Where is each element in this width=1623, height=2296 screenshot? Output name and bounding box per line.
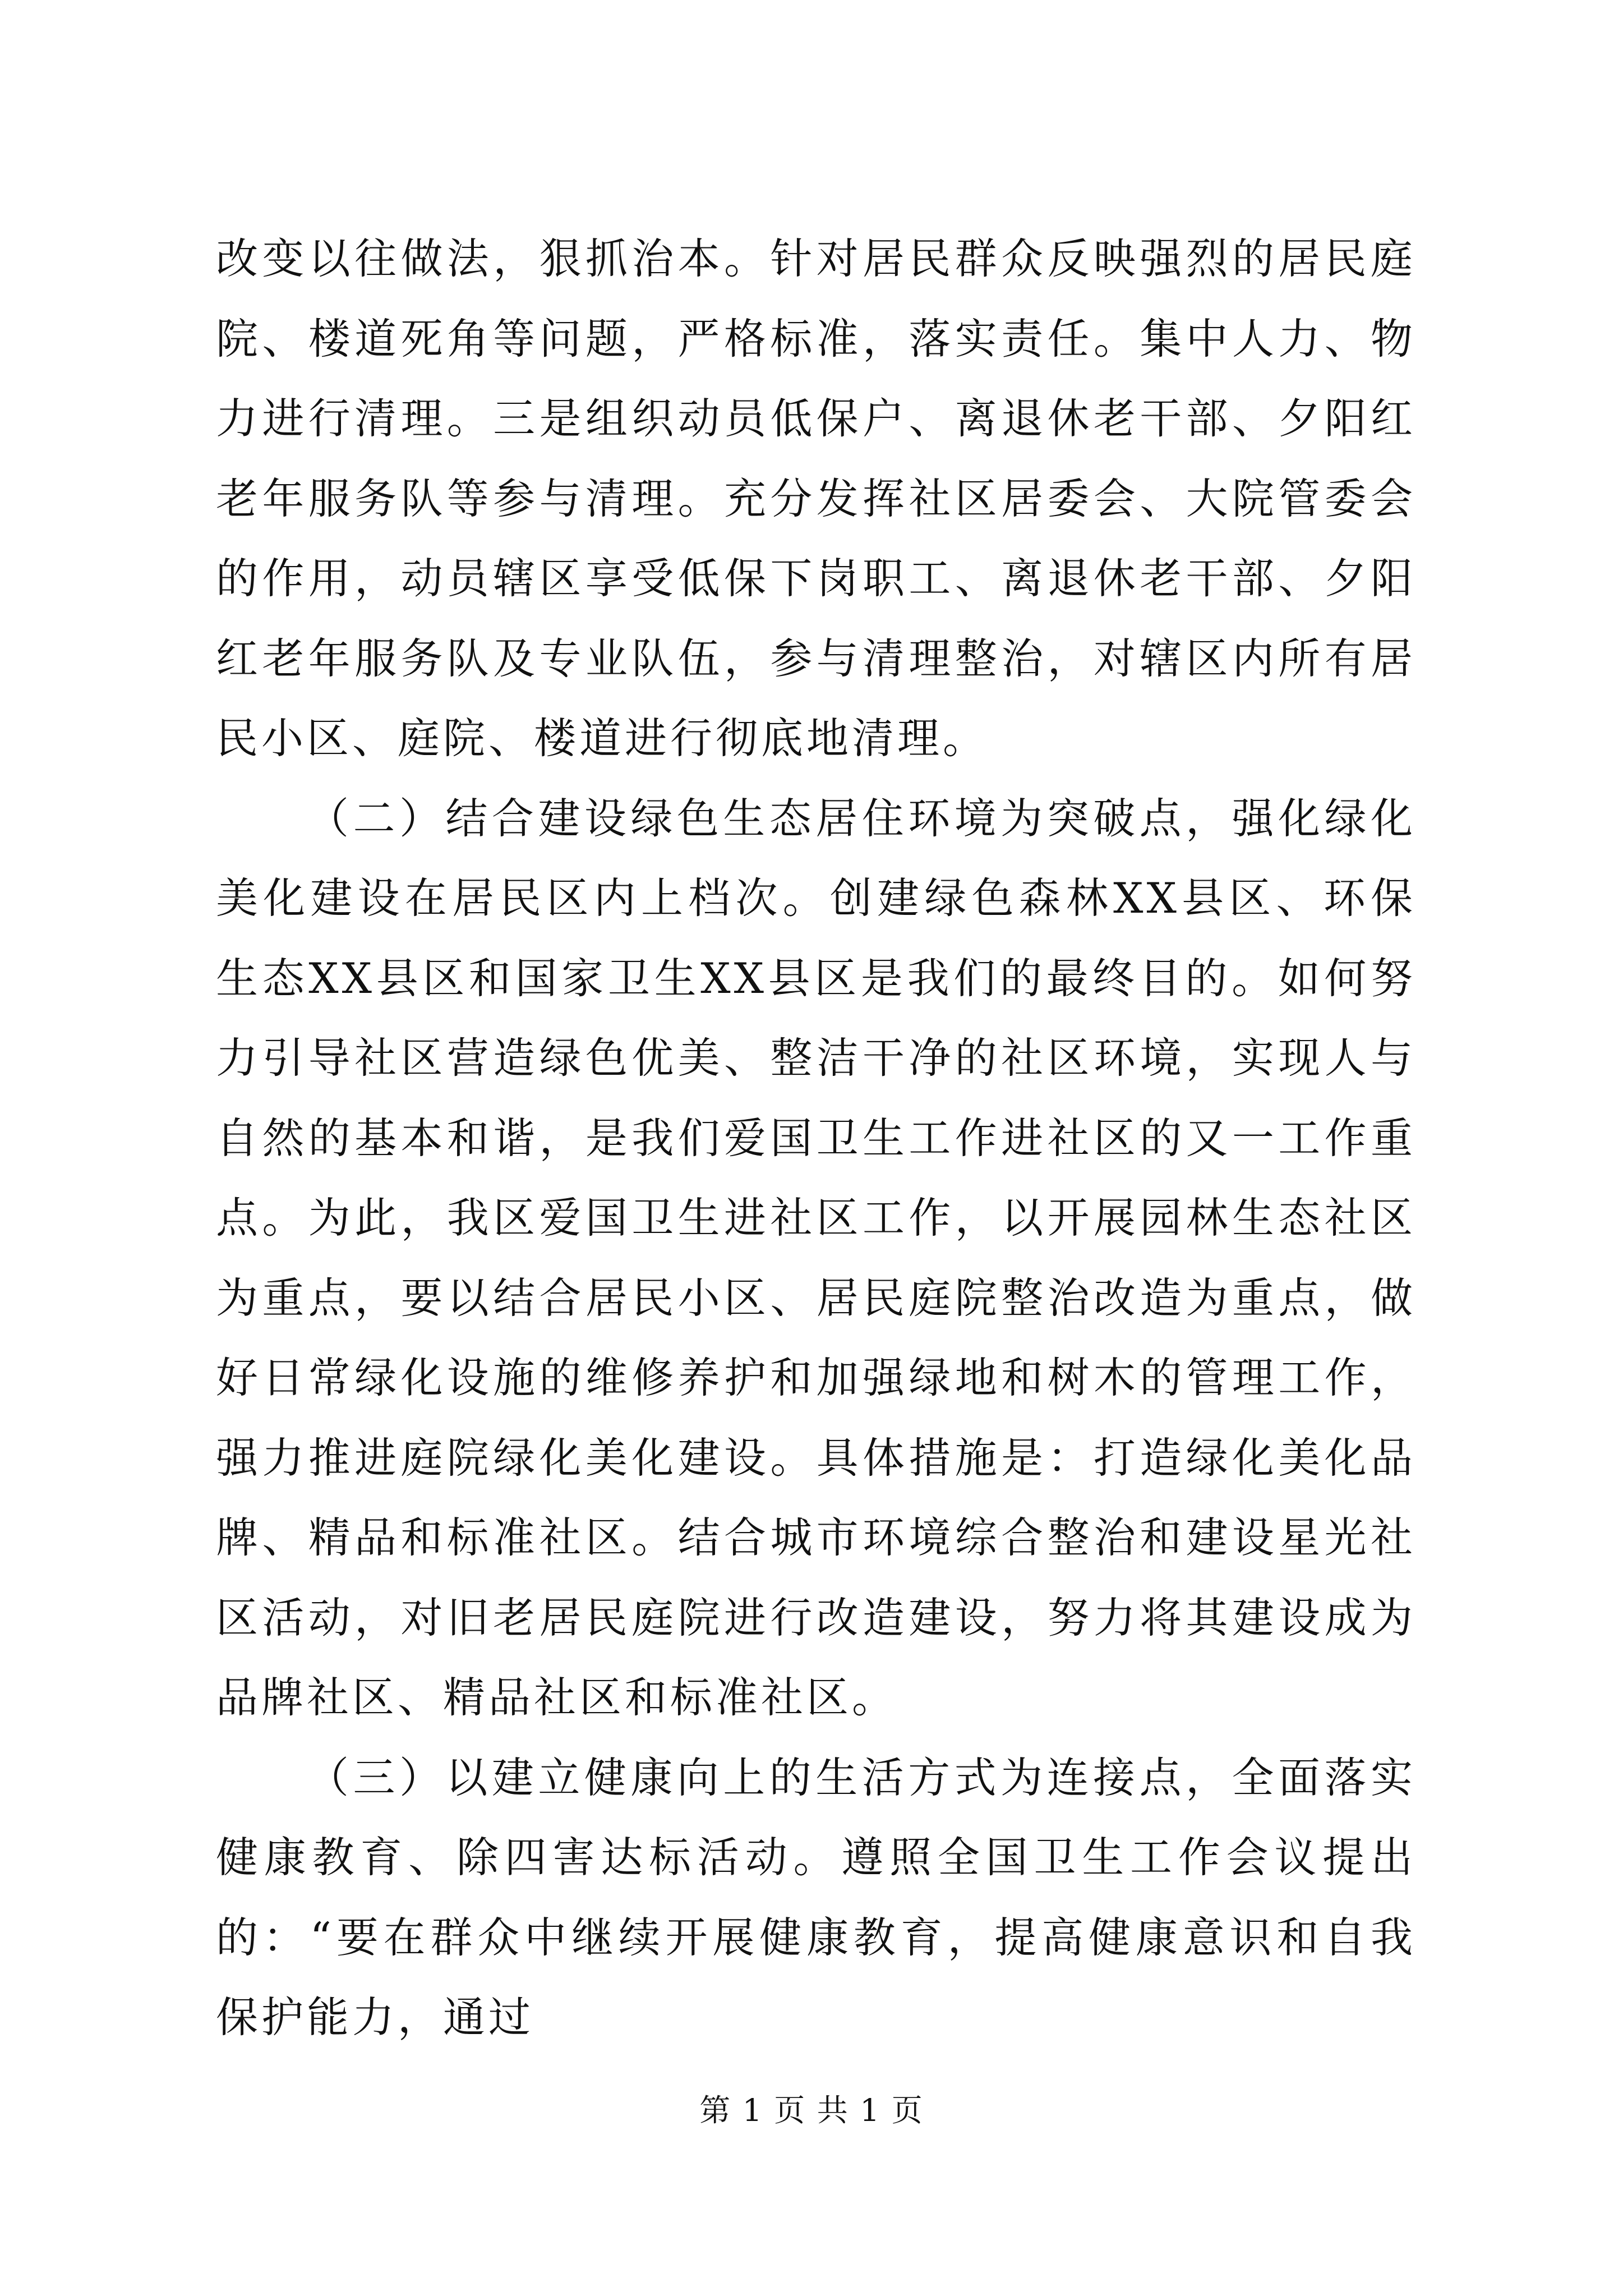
document-body [216,219,1416,2058]
paragraph-section-two: （二）结合建设绿色生态居住环境为突破点，强化绿化美化建设在居民区内上档次。创建绿色森林XX县区、环保生态XX县区和国家卫生XX县区是我们的最终目的。如何努力引导社区营造绿色优美、整洁干净的社区环境，实现人与自然的基本和谐，是我们爱国卫生工作进社区的又一工作重点。为此，我区爱国卫生进社区工作，以开展园林生态社区为重点，要以结合居民小区、居民庭院整治改造为重点，做好日常绿化设施的维修养护和加强绿地和树木的管理工作，强力推进庭院绿化美化建设。具体措施是：打造绿化美化品牌、精品和标准社区。结合城市环境综合整治和建设星光社区活动，对旧老居民庭院进行改造建设，努力将其建设成为品牌社区、精品社区和标准社区。 [216,793,1416,1722]
paragraph-section-three: （三）以建立健康向上的生活方式为连接点，全面落实健康教育、除四害达标活动。遵照全国卫生工作会议提出的：“要在群众中继续开展健康教育，提高健康意识和自我保护能力，通过 [216,1752,1416,2042]
paragraph-continued: 改变以往做法，狠抓治本。针对居民群众反映强烈的居民庭院、楼道死角等问题，严格标准，落实责任。集中人力、物力进行清理。三是组织动员低保户、离退休老干部、夕阳红老年服务队等参与清理。充分发挥社区居委会、大院管委会的作用，动员辖区享受低保下岗职工、离退休老干部、夕阳红老年服务队及专业队伍，参与清理整治，对辖区内所有居民小区、庭院、楼道进行彻底地清理。 [216,234,1416,763]
page-footer: 第 1 页 共 1 页 [699,2092,924,2128]
